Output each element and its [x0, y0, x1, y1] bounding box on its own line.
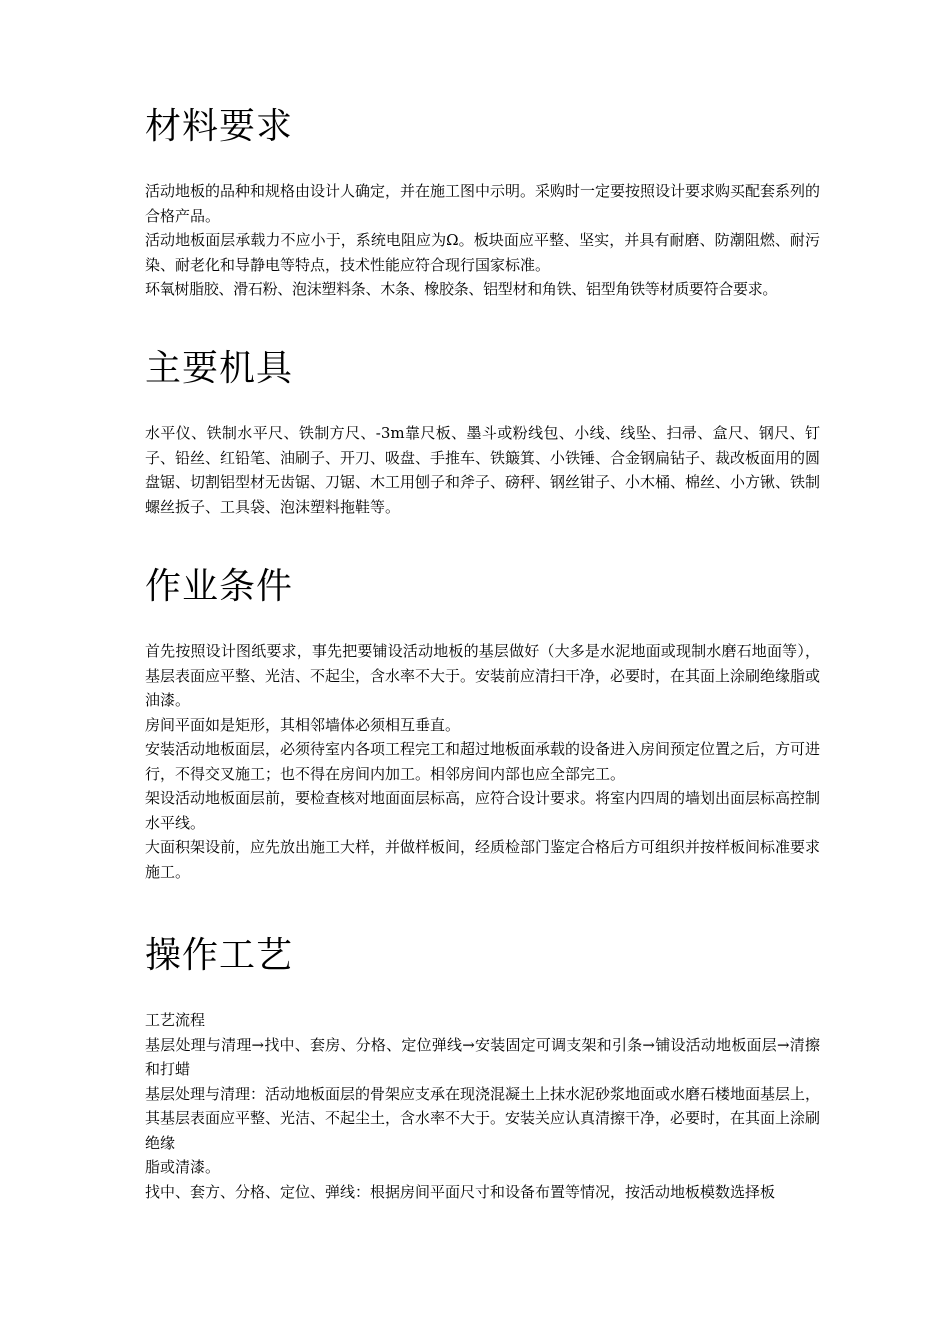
paragraph: 活动地板的品种和规格由设计人确定，并在施工图中示明。采购时一定要按照设计要求购买配套系列的合格产品。 — [145, 182, 821, 225]
section-body — [145, 179, 820, 302]
paragraph: 脂或清漆。 — [145, 1158, 221, 1176]
paragraph: 活动地板面层承载力不应小于，系统电阻应为Ω。板块面应平整、坚实，并具有耐磨、防潮阻燃、耐污染、耐老化和导静电等特点，技术性能应符合现行国家标准。 — [145, 231, 820, 274]
section-heading: 材料要求 — [145, 106, 294, 147]
paragraph: 房间平面如是矩形，其相邻墙体必须相互垂直。 — [145, 715, 461, 734]
paragraph: 工艺流程 — [145, 1011, 206, 1029]
paragraph: 基层处理与清理：活动地板面层的骨架应支承在现浇混凝土上抹水泥砂浆地面或水磨石楼地面基层上，其基层表面应平整、光洁、不起尘土，含水率不大于。安装关应认真清擦干净，必要时，在其面上涂刷绝缘 — [145, 1084, 821, 1152]
paragraph: 架设活动地板面层前，要检查核对地面面层标高，应符合设计要求。将室内四周的墙划出面层标高控制水平线。 — [145, 789, 821, 832]
section-heading: 作业条件 — [145, 566, 294, 607]
paragraph: 安装活动地板面层，必须待室内各项工程完工和超过地板面承载的设备进入房间预定位置之后，方可进行，不得交叉施工；也不得在房间内加工。相邻房间内部也应全部完工。 — [145, 740, 821, 783]
paragraph: 找中、套方、分格、定位、弹线：根据房间平面尺寸和设备布置等情况，按活动地板模数选择板 — [145, 1182, 776, 1201]
paragraph: 水平仪、铁制水平尺、铁制方尺、-3m靠尺板、墨斗或粉线包、小线、线坠、扫帚、盒尺、钢尺、钉子、铅丝、红铅笔、油刷子、开刀、吸盘、手推车、铁簸箕、小铁锤、合金钢扁钻子、裁改板面用的圆盘锯、切割铝型材无齿锯、刀锯、木工用刨子和斧子、磅秤、钢丝钳子、小木桶、棉丝、小方锹、铁制螺丝扳子、工具袋、泡沫塑料拖鞋等。 — [145, 424, 821, 516]
section-main-tools — [145, 347, 820, 519]
paragraph: 首先按照设计图纸要求，事先把要铺设活动地板的基层做好（大多是水泥地面或现制水磨石地面等），基层表面应平整、光洁、不起尘，含水率不大于。安装前应清扫干净，必要时，在其面上涂刷绝缘脂或油漆。 — [145, 642, 821, 709]
section-heading: 操作工艺 — [145, 935, 294, 976]
section-work-conditions — [145, 565, 820, 884]
paragraph: 环氧树脂胶、滑石粉、泡沫塑料条、木条、橡胶条、铝型材和角铁、铝型角铁等材质要符合要求。 — [145, 280, 778, 298]
section-heading: 主要机具 — [145, 348, 294, 389]
section-body — [145, 421, 820, 519]
paragraph: 基层处理与清理→找中、套房、分格、定位弹线→安装固定可调支架和引条→铺设活动地板面层→清擦和打蜡 — [145, 1035, 820, 1078]
section-operation-process — [145, 934, 820, 1204]
paragraph: 大面积架设前，应先放出施工大样，并做样板间，经质检部门鉴定合格后方可组织并按样板间标准要求施工。 — [145, 838, 821, 881]
section-material-requirements — [145, 105, 820, 302]
section-body — [145, 1008, 820, 1204]
section-body — [145, 639, 820, 884]
